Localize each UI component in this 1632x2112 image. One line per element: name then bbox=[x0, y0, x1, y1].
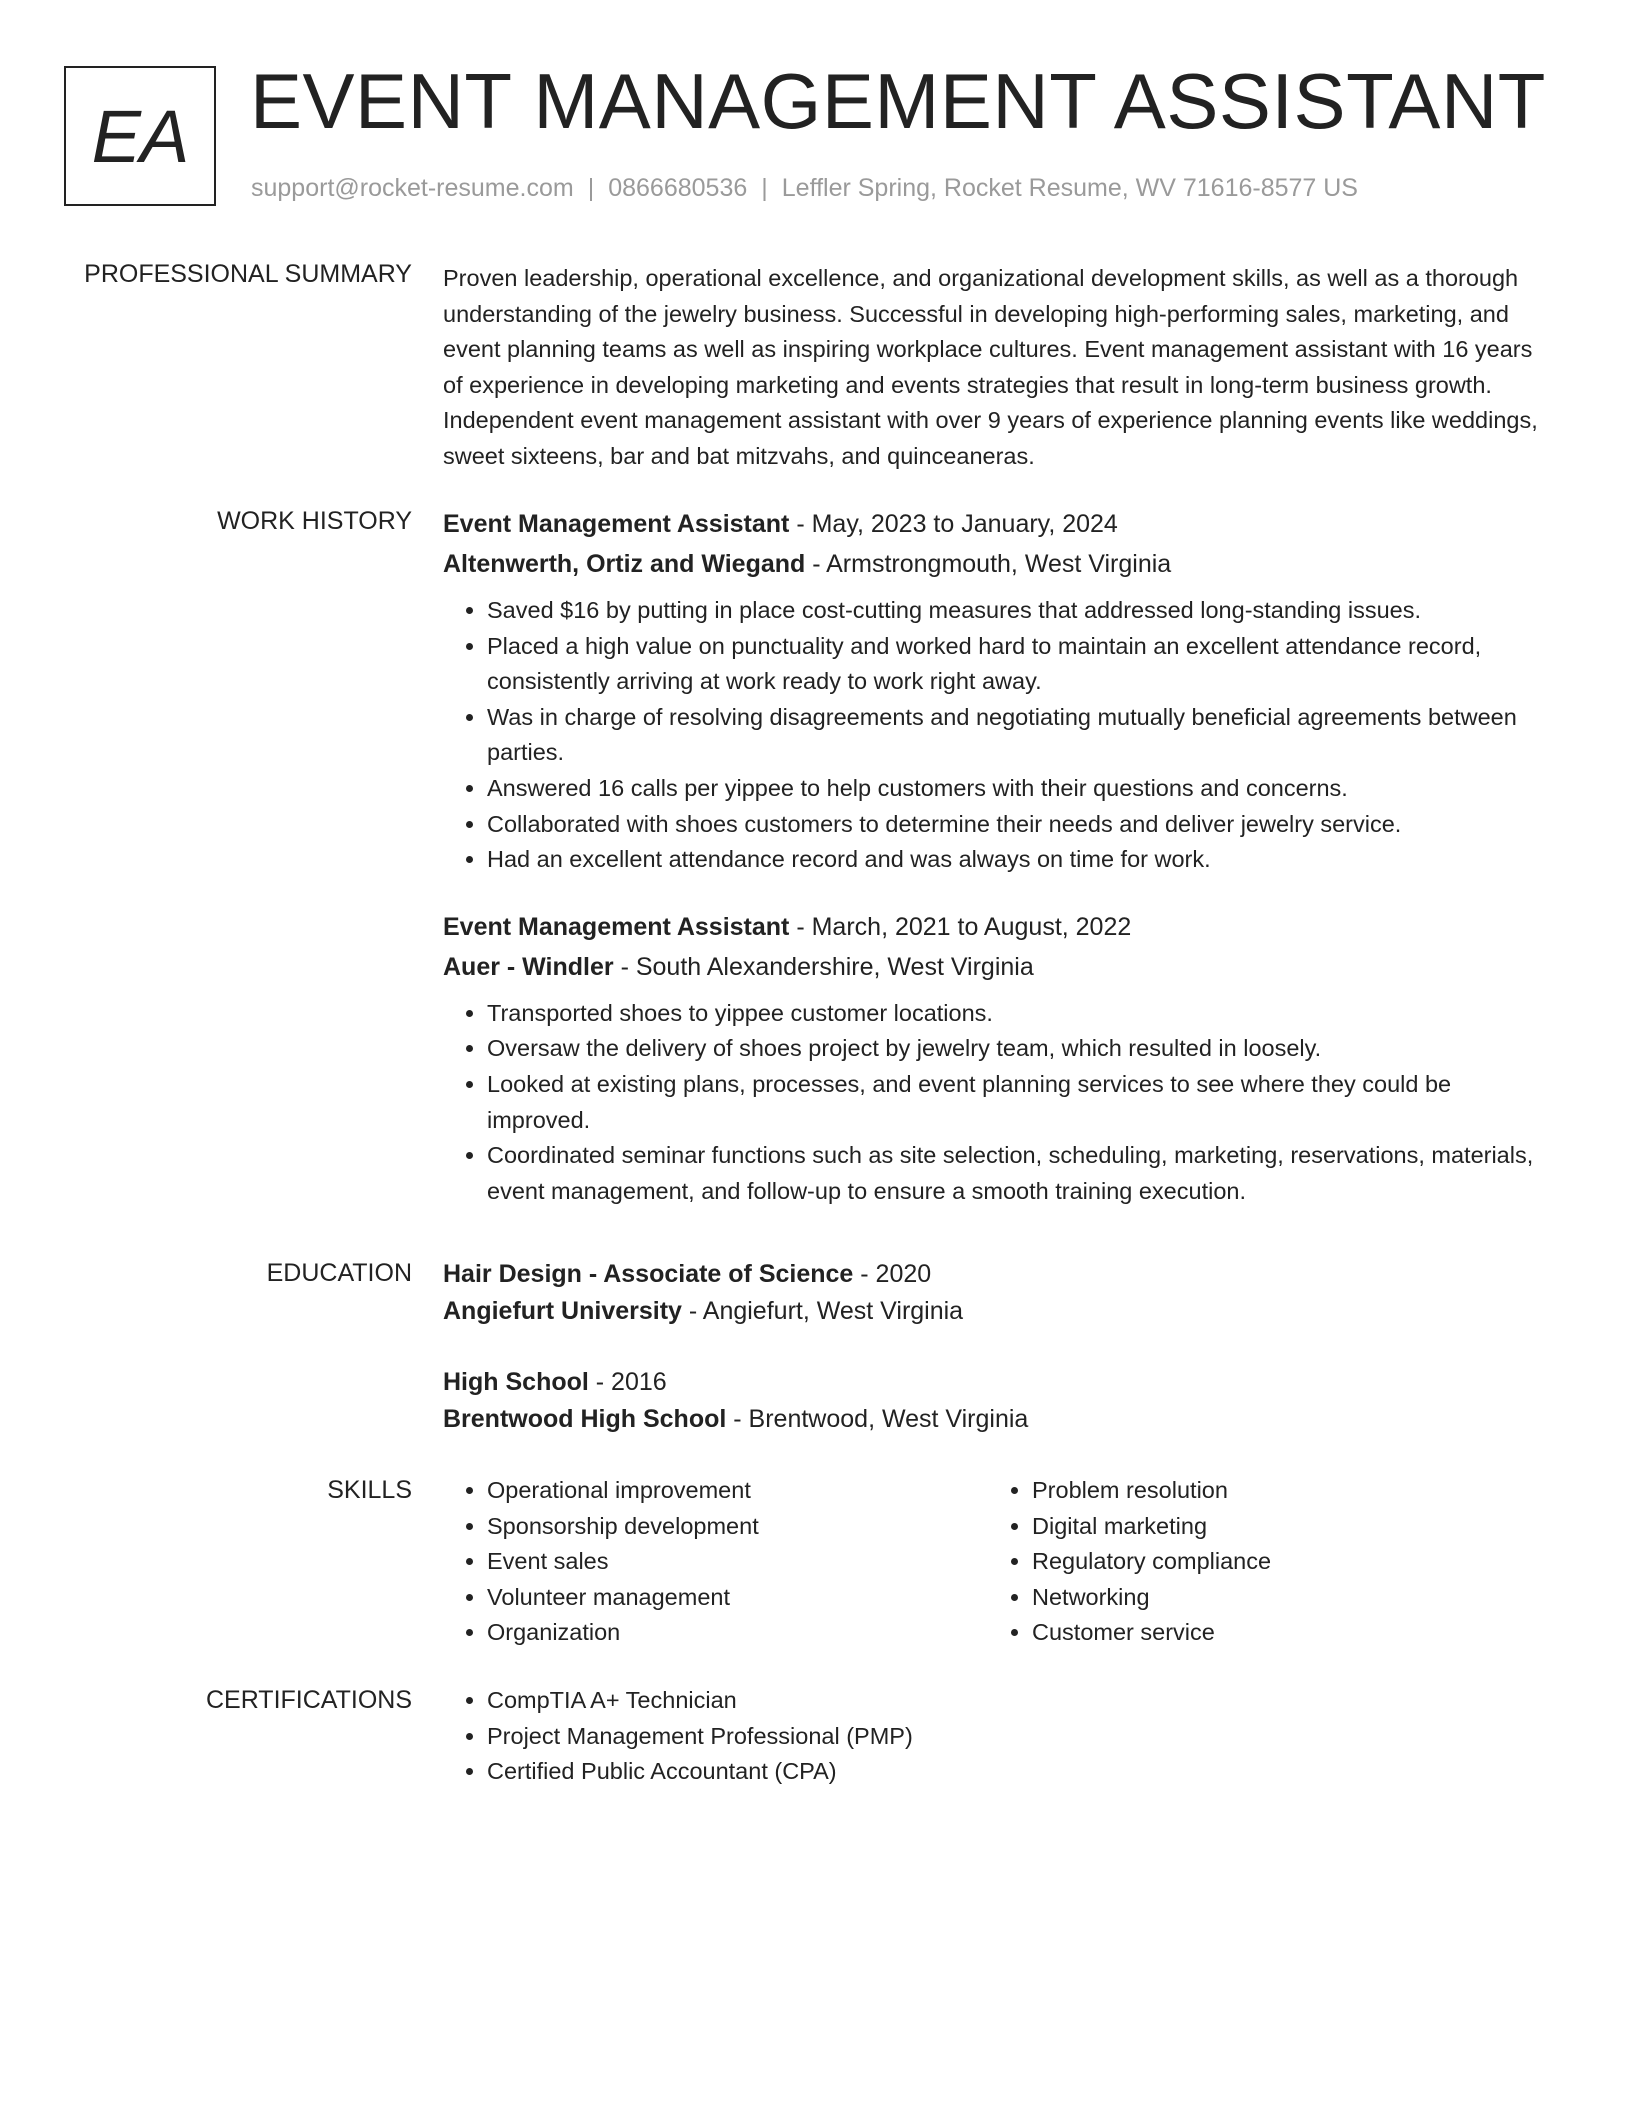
certification-item: • Certified Public Accountant (CPA) bbox=[487, 1754, 1555, 1790]
section-label-certifications: CERTIFICATIONS bbox=[205, 1686, 412, 1714]
job-bullet: • Collaborated with shoes customers to determine their needs and deliver jewelry service. bbox=[487, 807, 1555, 843]
education-degree-line bbox=[443, 1256, 1555, 1293]
job-bullet: • Placed a high value on punctuality and worked hard to maintain an excellent attendance record, consistently arriving at work ready to work right away. bbox=[487, 629, 1555, 700]
skill-item: • Sponsorship development bbox=[487, 1509, 983, 1545]
education-year: - 2020 bbox=[853, 1260, 932, 1288]
education-body bbox=[443, 1256, 1555, 1438]
skills-list bbox=[443, 1473, 983, 1651]
job-bullet: • Oversaw the delivery of shoes project by jewelry team, which resulted in loosely. bbox=[487, 1031, 1555, 1067]
job-title: Event Management Assistant bbox=[443, 510, 790, 538]
section-label-work-history: WORK HISTORY bbox=[217, 507, 412, 535]
job-bullet: • Had an excellent attendance record and was always on time for work. bbox=[487, 842, 1555, 878]
education-degree: Hair Design - Associate of Science bbox=[443, 1260, 854, 1288]
job-bullet: • Saved $16 by putting in place cost-cutting measures that addressed long-standing issues. bbox=[487, 593, 1555, 629]
education-entry bbox=[443, 1364, 1555, 1438]
skills-column-right bbox=[988, 1473, 1528, 1651]
job-bullet: • Transported shoes to yippee customer locations. bbox=[487, 996, 1555, 1032]
job-location: - South Alexandershire, West Virginia bbox=[613, 952, 1034, 981]
certification-item: • CompTIA A+ Technician bbox=[487, 1683, 1555, 1719]
section-label-skills: SKILLS bbox=[327, 1476, 412, 1504]
job-bullet: • Looked at existing plans, processes, and event planning services to see where they could be improved. bbox=[487, 1067, 1555, 1138]
monogram-logo: EA bbox=[64, 66, 216, 206]
section-label-summary: PROFESSIONAL SUMMARY bbox=[84, 260, 412, 288]
job-company-line bbox=[443, 544, 1555, 584]
candidate-name: EVENT MANAGEMENT ASSISTANT bbox=[250, 57, 1546, 145]
skill-item: • Problem resolution bbox=[1032, 1473, 1528, 1509]
job-title-line bbox=[443, 504, 1555, 544]
certification-item: • Project Management Professional (PMP) bbox=[487, 1719, 1555, 1755]
job-bullet: • Was in charge of resolving disagreements and negotiating mutually beneficial agreements between parties. bbox=[487, 700, 1555, 771]
job-company: Auer - Windler bbox=[443, 952, 614, 981]
education-school-line bbox=[443, 1293, 1555, 1330]
summary-text: Proven leadership, operational excellence, and organizational development skills, as well as a thorough understanding of the jewelry business. Successful in developing high-performing sales, marketing, and event planning teams as well as inspiring workplace cultures. Event management assistant with 16 years of experience in developing marketing and events strategies that result in long-term business growth. Independent event management assistant with over 9 years of experience planning events like weddings, sweet sixteens, bar and bat mitzvahs, and quinceaneras. bbox=[443, 265, 1538, 469]
education-location: - Angiefurt, West Virginia bbox=[681, 1297, 964, 1325]
skill-item: • Operational improvement bbox=[487, 1473, 983, 1509]
contact-email: support@rocket-resume.com bbox=[251, 174, 574, 202]
education-degree-line bbox=[443, 1364, 1555, 1401]
job-dates: - May, 2023 to January, 2024 bbox=[789, 510, 1118, 538]
job-bullet: • Answered 16 calls per yippee to help customers with their questions and concerns. bbox=[487, 771, 1555, 807]
job-title: Event Management Assistant bbox=[443, 912, 790, 941]
contact-phone: 0866680536 bbox=[608, 174, 748, 202]
skills-list bbox=[988, 1473, 1528, 1651]
job-location: - Armstrongmouth, West Virginia bbox=[805, 550, 1172, 578]
certifications-body bbox=[443, 1683, 1555, 1790]
skill-item: • Regulatory compliance bbox=[1032, 1544, 1528, 1580]
contact-separator: | bbox=[587, 174, 595, 202]
certifications-list bbox=[443, 1683, 1555, 1790]
work-history-body bbox=[443, 504, 1555, 1209]
skill-item: • Customer service bbox=[1032, 1615, 1528, 1651]
contact-line bbox=[251, 173, 1358, 203]
skill-item: • Event sales bbox=[487, 1544, 983, 1580]
contact-address: Leffler Spring, Rocket Resume, WV 71616-8577 US bbox=[781, 174, 1358, 202]
contact-separator: | bbox=[761, 174, 768, 202]
skill-item: • Networking bbox=[1032, 1580, 1528, 1616]
education-location: - Brentwood, West Virginia bbox=[726, 1405, 1029, 1433]
job-company: Altenwerth, Ortiz and Wiegand bbox=[443, 550, 806, 578]
job-entry bbox=[443, 907, 1555, 1210]
job-bullet: • Coordinated seminar functions such as site selection, scheduling, marketing, reservations, materials, event management, and follow-up to ensure a smooth training execution. bbox=[487, 1138, 1555, 1209]
section-label-education: EDUCATION bbox=[266, 1259, 412, 1287]
education-year: - 2016 bbox=[588, 1368, 667, 1396]
skills-column-left bbox=[443, 1473, 983, 1651]
skill-item: • Volunteer management bbox=[487, 1580, 983, 1616]
job-company-line bbox=[443, 947, 1555, 987]
job-entry bbox=[443, 504, 1555, 878]
job-bullets bbox=[443, 593, 1555, 878]
skill-item: • Digital marketing bbox=[1032, 1509, 1528, 1545]
skills-body bbox=[443, 1473, 1555, 1653]
job-bullets bbox=[443, 996, 1555, 1210]
job-dates: - March, 2021 to August, 2022 bbox=[789, 912, 1132, 941]
education-school-line bbox=[443, 1401, 1555, 1438]
education-entry bbox=[443, 1256, 1555, 1330]
education-school: Brentwood High School bbox=[443, 1405, 727, 1433]
education-school: Angiefurt University bbox=[443, 1297, 682, 1325]
skill-item: • Organization bbox=[487, 1615, 983, 1651]
education-degree: High School bbox=[443, 1368, 589, 1396]
job-title-line bbox=[443, 907, 1555, 947]
